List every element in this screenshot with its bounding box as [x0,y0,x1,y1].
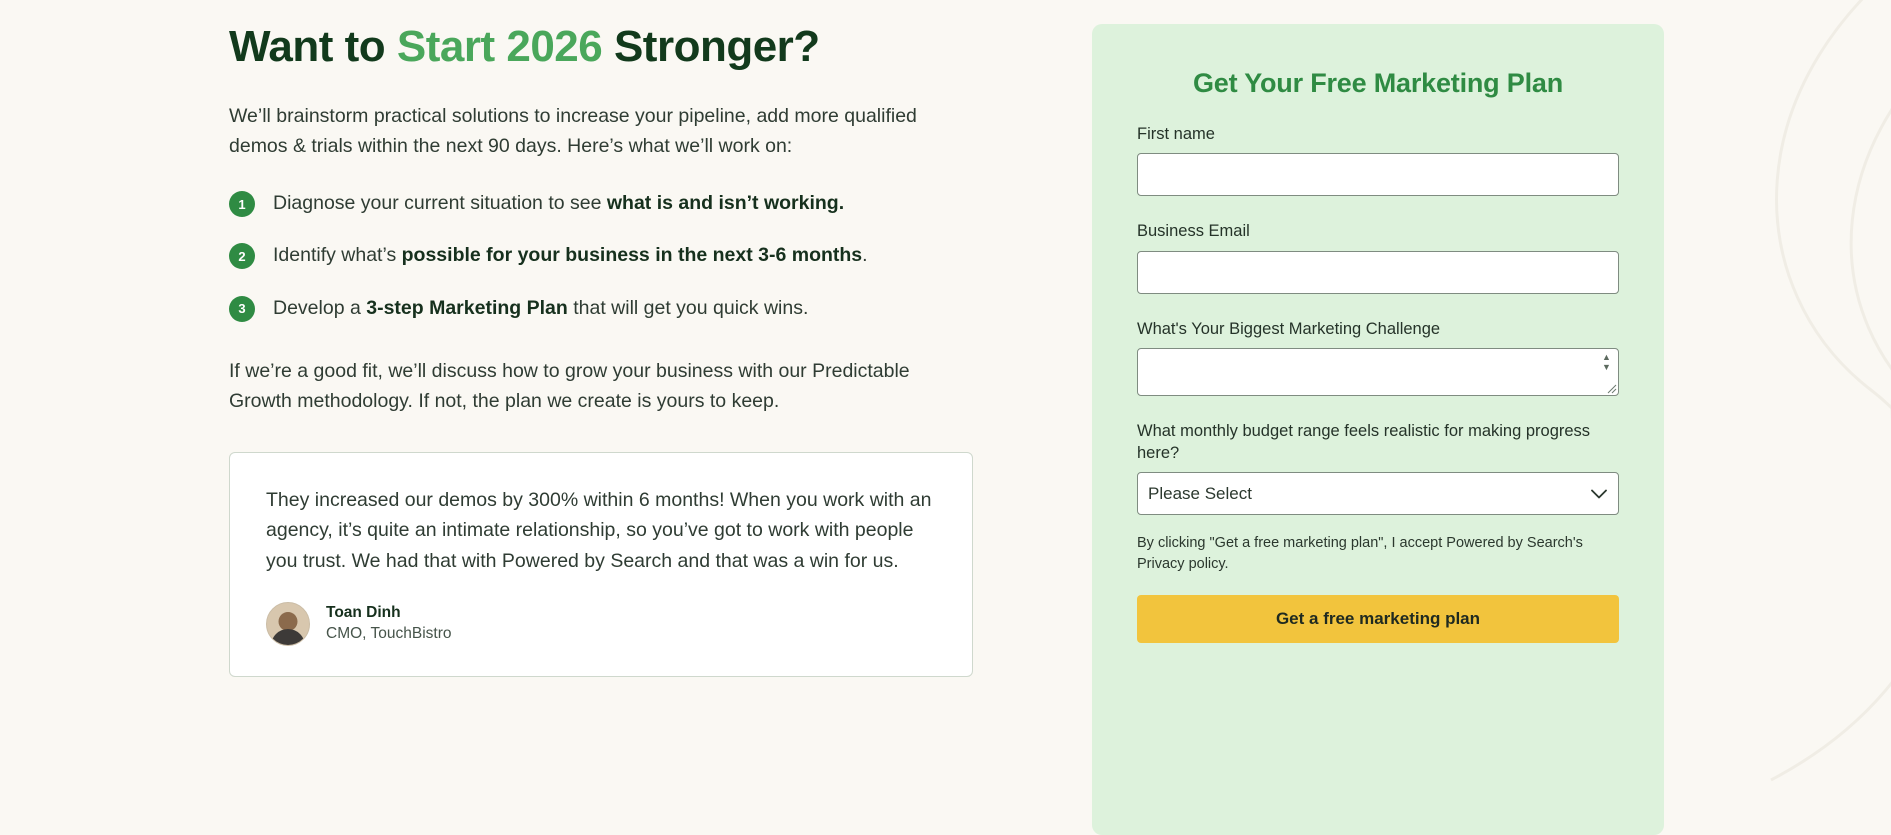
step-number-badge: 1 [229,191,255,217]
step-text-before: Diagnose your current situation to see [273,192,607,215]
headline-part-before: Want to [229,22,397,71]
field-budget-range [1137,420,1619,516]
page-title [229,0,989,73]
testimonial-author [266,602,936,646]
form-title: Get Your Free Marketing Plan [1192,68,1563,98]
closing-paragraph: If we’re a good fit, we’ll discuss how to grow your business with our Predictable Growth methodology. If not, the plan we create is yours to keep. [229,359,910,413]
list-item [229,241,989,269]
step-text-after: that will get you quick wins. [567,296,809,319]
lead-form-card [1092,24,1664,835]
step-text-before: Develop a [273,296,367,319]
testimonial-quote: They increased our demos by 300% within 6 months! When you work with an agency, it’s quite an intimate relationship, so you’ve got to work with people you trust. We had that with Powered by Search and that was a win for us. [266,489,932,572]
steps-list [229,189,989,322]
chevron-down-icon: ▼ [1602,361,1611,372]
field-business-email [1137,220,1619,293]
testimonial-card [229,452,973,677]
list-item [229,294,989,322]
step-text-before: Identify what’s [273,244,402,267]
marketing-challenge-textarea[interactable] [1137,348,1619,396]
budget-range-wrap [1137,472,1619,515]
author-title: CMO, TouchBistro [326,624,452,642]
headline-part-after: Stronger? [602,22,820,71]
marketing-challenge-label: What's Your Biggest Marketing Challenge [1137,319,1441,338]
step-text [273,189,844,217]
list-item [229,189,989,217]
field-marketing-challenge [1137,318,1619,396]
budget-range-select[interactable] [1137,472,1619,515]
step-text-bold: what is and isn’t working. [606,192,845,215]
consent-text: By clicking "Get a free marketing plan", I accept Powered by Search's Privacy policy. [1137,535,1583,573]
step-number-badge: 3 [229,296,255,322]
intro-paragraph: We’ll brainstorm practical solutions to increase your pipeline, add more qualified demos & trials within the next 90 days. Here’s what we’ll work on: [229,104,917,157]
avatar [266,602,310,646]
author-meta [326,603,451,645]
author-name: Toan Dinh [326,604,401,621]
submit-marketing-plan-button[interactable]: Get a free marketing plan [1137,595,1619,643]
chevron-up-icon: ▲ [1602,351,1611,362]
first-name-label: First name [1137,125,1215,143]
business-email-input[interactable] [1137,251,1619,294]
avatar-body [271,629,305,646]
left-content-column [229,0,989,677]
headline-accent: Start 2026 [396,22,603,71]
step-text-bold: possible for your business in the next 3-6 months [401,244,863,267]
business-email-label: Business Email [1137,222,1250,241]
step-number-badge: 2 [229,243,255,269]
field-first-name [1137,123,1619,196]
step-text-bold: 3-step Marketing Plan [366,296,568,319]
marketing-challenge-wrap [1137,348,1619,396]
budget-range-label: What monthly budget range feels realistic for making progress here? [1137,421,1591,463]
step-text [273,294,808,322]
step-text-after: . [862,244,868,267]
first-name-input[interactable] [1137,153,1619,196]
step-text [273,241,868,269]
